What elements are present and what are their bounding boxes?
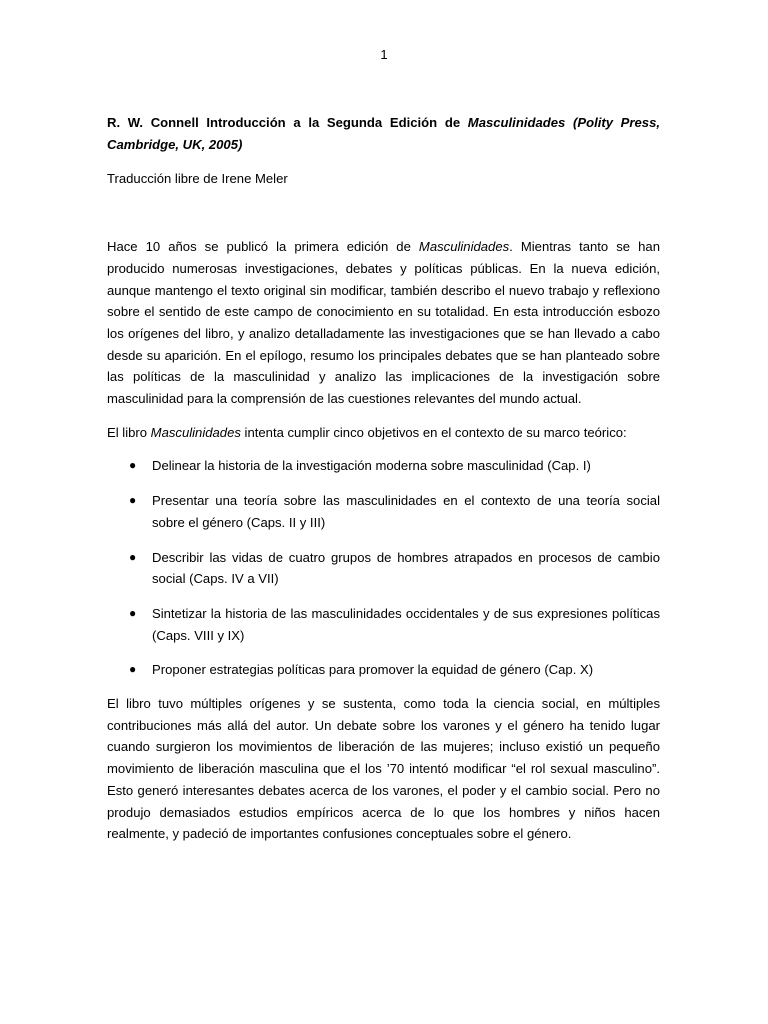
paragraph-intro-book-title: Masculinidades xyxy=(418,239,510,255)
bullet-icon: ● xyxy=(129,605,137,620)
paragraph-origins: El libro tuvo múltiples orígenes y se sustenta, como toda la ciencia social, en múltiples contribuciones más allá del autor. Un debate sobre los varones y el género ha tenido lugar cuando surgieron los movimientos de liberación de las mujeres; incluso existió un pequeño movimiento de liberación masculina que el los ’70 intentó modificar “el rol sexual masculino”. Esto generó interesantes debates acerca de los varones, el poder y el cambio social. Pero no produjo demasiados estudios empíricos acerca de lo que los hombres y niños hacen realmente, y padeció de importantes confusiones conceptuales sobre el género. xyxy=(107,696,660,842)
objectives-list xyxy=(107,455,660,681)
paragraph-intro-rest: . Mientras tanto se han producido numerosas investigaciones, debates y políticas públicas. En la nueva edición, aunque mantengo el texto original sin modificar, también describo el nuevo trabajo y reflexiono sobre el sentido de este campo de conocimiento en su totalidad. En esta introducción esbozo los orígenes del libro, y analizo detalladamente las investigaciones que se han llevado a cabo desde su aparición. En el epílogo, resumo los principales debates que se han planteado sobre las políticas de la masculinidad y analizo las implicaciones de la investigación sobre masculinidad para la comprensión de las cuestiones relevantes del mundo actual. xyxy=(107,239,660,407)
paragraph-objectives-lead xyxy=(107,422,660,444)
list-item xyxy=(107,490,660,533)
list-item xyxy=(107,547,660,590)
document-body xyxy=(107,112,660,845)
list-item xyxy=(107,455,660,477)
paragraph-intro xyxy=(107,236,660,410)
list-item xyxy=(107,603,660,646)
heading-publisher: (Polity Press, Cambridge, UK, 2005) xyxy=(107,115,660,152)
paragraph-objectives-rest: intenta cumplir cinco objetivos en el contexto de su marco teórico: xyxy=(240,424,627,440)
bullet-icon: ● xyxy=(129,493,137,508)
list-item-text: Presentar una teoría sobre las masculinidades en el contexto de una teoría social sobre el género (Caps. II y III) xyxy=(152,493,660,530)
list-item-text: Delinear la historia de la investigación moderna sobre masculinidad (Cap. I) xyxy=(152,458,591,474)
paragraph-objectives-book-title: Masculinidades xyxy=(150,424,241,440)
list-item-text: Proponer estrategias políticas para promover la equidad de género (Cap. X) xyxy=(152,662,594,678)
translator-credit: Traducción libre de Irene Meler xyxy=(107,171,288,187)
bullet-icon: ● xyxy=(129,662,137,677)
heading-book-title: Masculinidades xyxy=(467,115,566,130)
paragraph-objectives-start: El libro xyxy=(107,424,151,440)
list-item-text: Describir las vidas de cuatro grupos de hombres atrapados en procesos de cambio social (Caps. IV a VII) xyxy=(152,549,660,587)
bullet-icon: ● xyxy=(129,549,137,564)
document-heading xyxy=(107,112,660,155)
bullet-icon: ● xyxy=(129,458,137,473)
page-number: 1 xyxy=(380,47,388,62)
list-item-text: Sintetizar la historia de las masculinidades occidentales y de sus expresiones políticas (Caps. VIII y IX) xyxy=(152,605,660,643)
list-item xyxy=(107,659,660,681)
heading-author-part: R. W. Connell Introducción a la Segunda Edición de xyxy=(107,115,468,130)
paragraph-intro-start: Hace 10 años se publicó la primera edición de xyxy=(107,239,419,255)
